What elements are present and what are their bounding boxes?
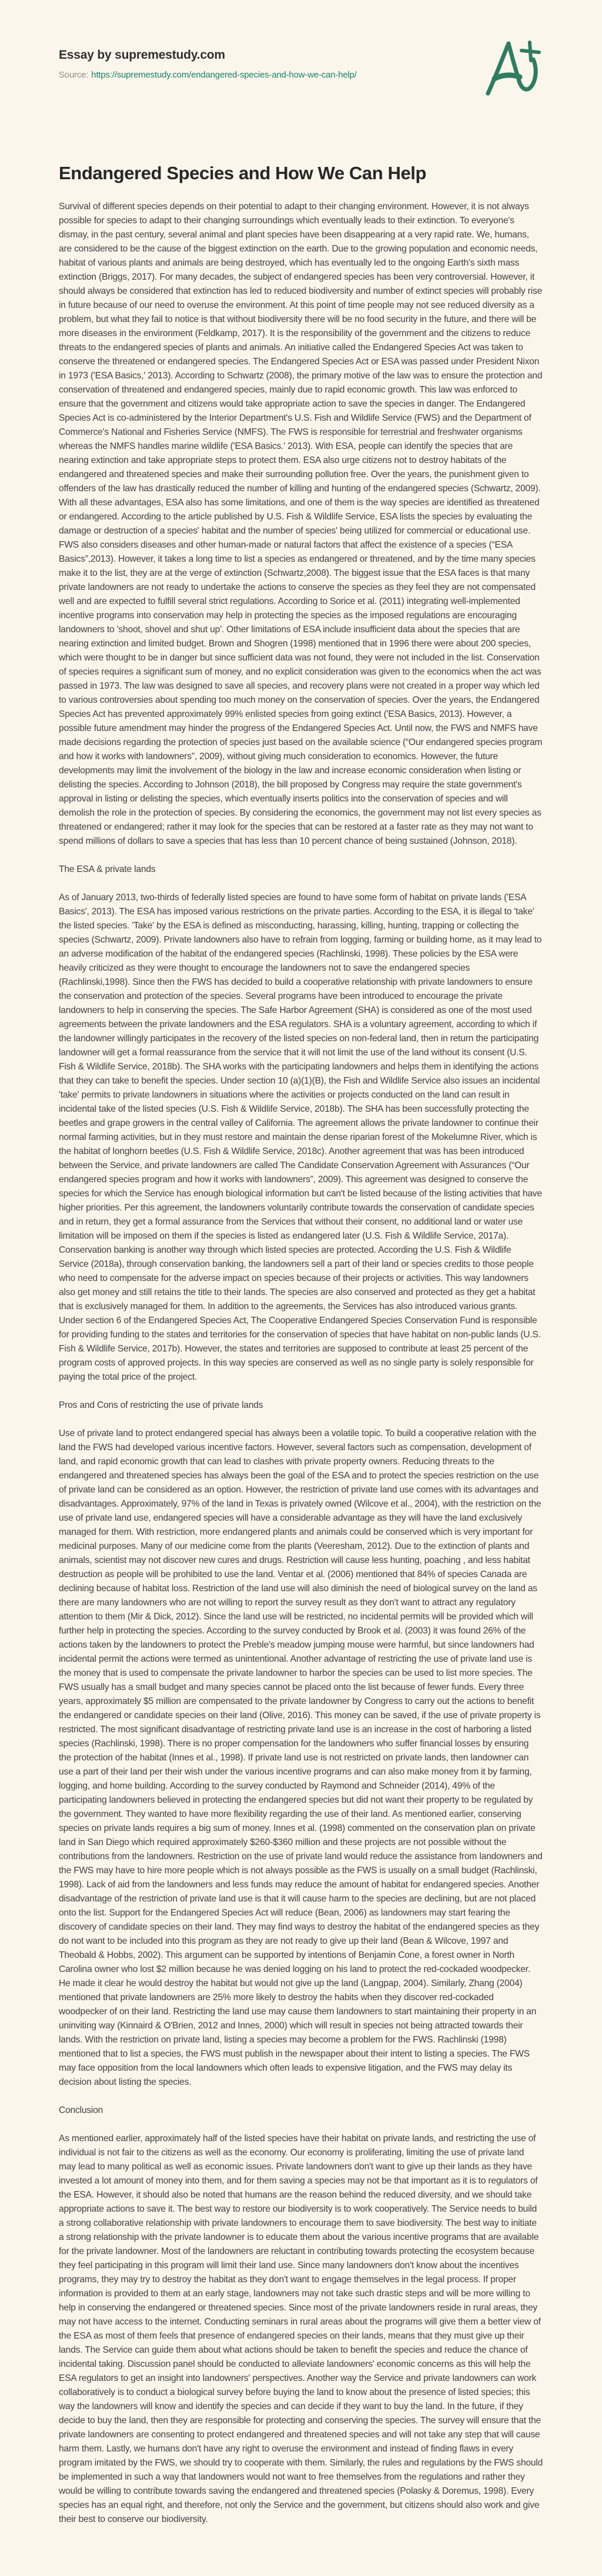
section-heading-conclusion: Conclusion — [59, 2105, 103, 2115]
source-line — [59, 70, 357, 80]
section-paragraph-conclusion: As mentioned earlier, approximately half of the listed species have their habitat on private lands, and restricting the use of individual is not fair to the citizens as well as the economy. Our economy is proliferating, limiting the use of private land may lead to many political as well as economic issues. Private landowners don't want to give up their lands as they have invested a lot amount of money into them, and for them saving a species may not be that important as it is to regulators of the ESA. However, it should also be noted that humans are the reason behind the reduced diversity, and we should take appropriate actions to save it. The best way to restore our biodiversity is to work cooperatively. The Service needs to build a strong collaborative relationship with private landowners to encourage them to save biodiversity. The best way to initiate a strong relationship with the private landowner is to educate them about the various incentive programs that are available for the private landowner. Most of the landowners are reluctant in contributing towards protecting the ecosystem because they feel participating in this program will limit their land use. Since many landowners don't know about the incentives programs, they may try to destroy the habitat as they don't want to engage themselves in the legal process. If proper information is provided to them at an early stage, landowners may not take such drastic steps and will be more willing to help in conserving the endangered or threatened species. Since most of the private landowners reside in rural areas, they may not have access to the internet. Conducting seminars in rural areas about the programs will give them a better view of the ESA as most of them feels that presence of endangered species on their lands, means that they must give up their lands. The Service can guide them about what actions should be taken to benefit the species and reduce the chance of incidental taking. Discussion panel should be conducted to alleviate landowners' economic concerns as this will help the ESA regulators to get an insight into landowners' perspectives. Another way the Service and private landowners can work collaboratively is to conduct a biological survey before buying the land to know about the presence of listed species; this way the landowners will know and identify the species and can decide if they want to buy the land. In the future, if they decide to buy the land, then they are responsible for protecting and conserving the species. The survey will ensure that the private landowners are consenting to protect endangered and threatened species and will not take any step that will cause harm them. Lastly, we humans don't have any right to overuse the environment and instead of finding flaws in every program imitated by the FWS, we should try to cooperate with them. Similarly, the rules and regulations by the FWS should be implemented in such a way that landowners would not want to free themselves from the regulations and rather they would be willing to contribute towards saving the endangered and threatened species (Polasky & Doremus, 1998). Every species has an equal right, and therefore, not only the Service and the government, but citizens should also work and give their best to conserve our biodiversity. — [59, 2134, 543, 2524]
section-heading-pros-cons: Pros and Cons of restricting the use of private lands — [59, 1400, 263, 1410]
byline: Essay by supremestudy.com — [59, 48, 225, 62]
section-paragraph-esa-private-lands: As of January 2013, two-thirds of federally listed species are found to have some form of habitat on private lands ('ESA Basics', 2013). The ESA has imposed various restrictions on the private parties. According to the ESA, it is illegal to 'take' the listed species. 'Take' by the ESA is defined as misconducting, harassing, killing, hunting, trapping or collecting the species (Schwartz, 2009). Private landowners also have to refrain from logging, farming or building home, as it may lead to an adverse modification of the habitat of the endangered species (Rachlinski, 1998). These policies by the ESA were heavily criticized as they were thought to encourage the landowners not to save the endangered species (Rachlinski,1998). Since then the FWS has decided to build a cooperative relationship with private landowners to ensure the conservation and protection of the species. Several programs have been introduced to encourage the private landowners to help in conserving the species. The Safe Harbor Agreement (SHA) is considered as one of the most used agreements between the private landowners and the ESA regulators. SHA is a voluntary agreement, according to which if the landowner willingly participates in the recovery of the listed species on non-federal land, then in return the participating landowner will get a formal reassurance from the service that it will not limit the use of the land without its consent (U.S. Fish & Wildlife Service, 2018b). The SHA works with the participating landowners and helps them in identifying the actions that they can take to benefit the species. Under section 10 (a)(1)(B), the Fish and Wildlife Service also issues an incidental 'take' permits to private landowners in situations where the activities or projects conducted on the land can result in incidental take of the listed species (U.S. Fish & Wildlife Service, 2018b). The SHA has been successfully protecting the beetles and grape growers in the central valley of California. The agreement allows the private landowner to continue their normal farming activities, but in they must restore and maintain the dense riparian forest of the Mokelumne River, which is the habitat of longhorn beetles (U.S. Fish & Wildlife Service, 2018c). Another agreement that was has been introduced between the Service, and private landowners are called The Candidate Conservation Agreement with Assurances (“Our endangered species program and how it works with landowners”, 2009). This agreement was designed to conserve the species for which the Service has enough biological information but can't be listed because of the listing activities that have higher priorities. Per this agreement, the landowners voluntarily contribute towards the conservation of candidate species and in return, they get a formal assurance from the Services that without their consent, no additional land or water use limitation will be imposed on them if the species is listed as endangered later (U.S. Fish & Wildlife Service, 2017a). Conservation banking is another way through which listed species are protected. According the U.S. Fish & Wildlife Service (2018a), through conservation banking, the landowners sell a part of their land or species credits to those people who need to compensate for the adverse impact on species because of their projects or activities. This way landowners also get money and still retains the title to their lands. The species are also conserved and protected as they get a habitat that is exclusively managed for them. In addition to the agreements, the Services has also introduced various grants. Under section 6 of the Endangered Species Act, The Cooperative Endangered Species Conservation Fund is responsible for providing funding to the states and territories for the conservation of species that have habitat on non-public lands (U.S. Fish & Wildlife Service, 2017b). However, the states and territories are supposed to contribute at least 25 percent of the program costs of approved projects. In this way species are conserved as well as no single party is solely responsible for paying the total price of the project. — [59, 893, 542, 1382]
source-link[interactable]: https://supremestudy.com/endangered-species-and-how-we-can-help/ — [91, 70, 357, 80]
a-plus-logo-icon — [484, 38, 543, 97]
section-heading-esa-private-lands: The ESA & private lands — [59, 864, 156, 874]
section-paragraph-pros-cons: Use of private land to protect endangered special has always been a volatile topic. To build a cooperative relation with the land the FWS had developed various incentive factors. However, several factors such as compensation, development of land, and rapid economic growth that can lead to clashes with private property owners. Reducing threats to the endangered and threatened species has always been the goal of the ESA and to protect the species restriction on the use of private land can be considered as an option. However, the restriction of private land use comes with its advantages and disadvantages. Approximately, 97% of the land in Texas is privately owned (Wilcove et al., 2004), with the restriction on the use of private land use, endangered species will have a considerable advantage as they will have the land exclusively managed for them. With restriction, more endangered plants and animals could be conserved which is very important for medicinal purposes. Many of our medicine come from the plants (Veeresham, 2012). Due to the extinction of plants and animals, scientist may not discover new cures and drugs. Restriction will cause less hunting, poaching , and less habitat destruction as people will be prohibited to use the land. Ventar et al. (2006) mentioned that 84% of species Canada are declining because of habitat loss. Restriction of the land use will also diminish the need of biological survey on the land as there are many landowners who are not willing to report the survey result as they don't want to attract any regulatory attention to them (Mir & Dick, 2012). Since the land use will be restricted, no incidental permits will be provided which will further help in protecting the species. According to the survey conducted by Brook et al. (2003) it was found 26% of the actions taken by the landowners to protect the Preble's meadow jumping mouse were harmful, but since landowners had incidental permit the actions were termed as unintentional. Another advantage of restricting the use of private land use is the money that is used to compensate the private landowner to harbor the species can be used to list more species. The FWS usually has a small budget and many species cannot be placed onto the list because of fewer funds. Every three years, approximately $5 million are compensated to the private landowner by Congress to carry out the actions to benefit the endangered or candidate species on their land (Olive, 2016). This money can be saved, if the use of private property is restricted. The most significant disadvantage of restricting private land use is an increase in the cost of harboring a listed species (Rachlinski, 1998). There is no proper compensation for the landowners who suffer financial losses by ensuring the protection of the habitat (Innes et al., 1998). If private land use is not restricted on private lands, then landowner can use a part of their land per their wish under the various incentive programs and can also make money from it by farming, logging, and home building. According to the survey conducted by Raymond and Schneider (2014), 49% of the participating landowners believed in protecting the endangered species but did not want their property to be regulated by the government. They wanted to have more flexibility regarding the use of their land. As mentioned earlier, conserving species on private lands requires a big sum of money. Innes et al. (1998) commented on the conservation plan on private land in San Diego which required approximately $260-$360 million and these projects are not possible without the contributions from the landowners. Restriction on the use of private land would reduce the assistance from landowners and the FWS may have to hire more people which is not always possible as the FWS is usually on a small budget (Rachlinski, 1998). Lack of aid from the landowners and less funds may reduce the amount of habitat for endangered species. Another disadvantage of the restriction of private land use is that it will cause harm to the species are declining, but are not placed onto the list. Support for the Endangered Species Act will reduce (Bean, 2006) as landowners may start fearing the discovery of candidate species on their land. They may find ways to destroy the habitat of the endangered species as they do not want to be included into this program as they are not ready to give up their land (Bean & Wilcove, 1997 and Theobald & Hobbs, 2002). This argument can be supported by intentions of Benjamin Cone, a forest owner in North Carolina owner who lost $2 million because he was denied logging on his land to protect the red-cockaded woodpecker. He made it clear he would destroy the habitat but would not give up the land (Langpap, 2004). Similarly, Zhang (2004) mentioned that private landowners are 25% more likely to destroy the habits when they discover red-cockaded woodpecker of on their land. Restricting the land use may cause them landowners to start maintaining their property in an uninviting way (Kinnaird & O'Brien, 2012 and Innes, 2000) which will result in species not being attracted towards their lands. With the restriction on private land, listing a species may become a problem for the FWS. Rachlinski (1998) mentioned that to list a species, the FWS must publish in the newspaper about their intent to listing a species. The FWS may face opposition from the local landowners which often leads to expensive litigation, and the FWS may delay its decision about listing the species. — [59, 1428, 543, 2087]
page-header — [59, 35, 543, 97]
header-text-block — [59, 35, 357, 80]
intro-paragraph: Survival of different species depends on their potential to adapt to their changing environment. However, it is not always possible for species to adapt to their changing surroundings which eventually leads to their extinction. To everyone's dismay, in the past century, several animal and plant species have been disappearing at a very rapid rate. We, humans, are considered to be the cause of the biggest extinction on the earth. Due to the growing population and economic needs, habitat of various plants and animals are being destroyed, which has eventually led to the ongoing Earth's sixth mass extinction (Briggs, 2017). For many decades, the subject of endangered species has been very controversial. However, it should always be considered that extinction has led to reduced biodiversity and number of extinct species will probably rise in future because of our need to overuse the environment. At this point of time people may not see reduced diversity as a problem, but what they fail to notice is that without biodiversity there will be no food security in the future, and there will be more diseases in the environment (Feldkamp, 2017). It is the responsibility of the government and the citizens to reduce threats to the endangered species of plants and animals. An initiative called the Endangered Species Act was taken to conserve the threatened or endangered species. The Endangered Species Act or ESA was passed under President Nixon in 1973 ('ESA Basics,' 2013). According to Schwartz (2008), the primary motive of the law was to ensure the protection and conservation of threatened and endangered species, mainly due to rapid economic growth. This law was enforced to ensure that the government and citizens would take appropriate action to save the species in danger. The Endangered Species Act is co-administered by the Interior Department's U.S. Fish and Wildlife Service (FWS) and the Department of Commerce's National and Fisheries Service (NMFS). The FWS is responsible for terrestrial and freshwater organisms whereas the NMFS handles marine wildlife ('ESA Basics.' 2013). With ESA, people can identify the species that are nearing extinction and take appropriate steps to protect them. ESA also urge citizens not to destroy habitats of the endangered and threatened species and make their surrounding pollution free. Over the years, the punishment given to offenders of the law has drastically reduced the number of killing and hunting of the endangered species (Schwartz, 2009). With all these advantages, ESA also has some limitations, and one of them is the way species are identified as threatened or endangered. According to the article published by U.S. Fish & Wildlife Service, ESA lists the species by evaluating the damage or destruction of a species' habitat and the number of species' being utilized for commercial or educational use. FWS also considers diseases and other human-made or natural factors that affect the existence of a species (“ESA Basics”,2013). However, it takes a long time to list a species as endangered or threatened, and by the time many species make it to the list, they are at the verge of extinction (Schwartz,2008). The biggest issue that the ESA faces is that many private landowners are not ready to undertake the actions to conserve the species as they feel they are not compensated well and are expected to fulfill several strict regulations. According to Sorice et al. (2011) integrating well-implemented incentive programs into conservation may help in protecting the species as the imposed regulations are encouraging landowners to 'shoot, shovel and shut up'. Other limitations of ESA include insufficient data about the species that are nearing extinction and limited budget. Brown and Shogren (1998) mentioned that in 1996 there were about 200 species, which were thought to be in danger but since sufficient data was not found, they were not included in the list. Conservation of species requires a significant sum of money, and no explicit consideration was given to the economics when the act was passed in 1973. The law was designed to save all species, and recovery plans were not created in a proper way which led to various controversies about spending too much money on the conservation of species. Over the years, the Endangered Species Act has prevented approximately 99% enlisted species from going extinct ('ESA Basics, 2013). However, a possible future amendment may hinder the progress of the Endangered Species Act. Until now, the FWS and NMFS have made decisions regarding the protection of species just based on the available science (“Our endangered species program and how it works with landowners”, 2009), without giving much consideration to economics. However, the future developments may limit the involvement of the biology in the law and increase economic consideration when listing or delisting the species. According to Johnson (2018), the bill proposed by Congress may require the state government's approval in listing or delisting the species, which eventually inserts politics into the conservation of species and will demolish the role in the protection of species. By considering the economics, the government may not list every species as threatened or endangered; rather it may look for the species that can be restored at a faster rate as they may not want to spend millions of dollars to save a species that has less than 10 percent chance of being sustained (Johnson, 2018). — [59, 202, 543, 846]
source-label: Source: — [59, 70, 89, 80]
article-title: Endangered Species and How We Can Help — [59, 163, 427, 183]
